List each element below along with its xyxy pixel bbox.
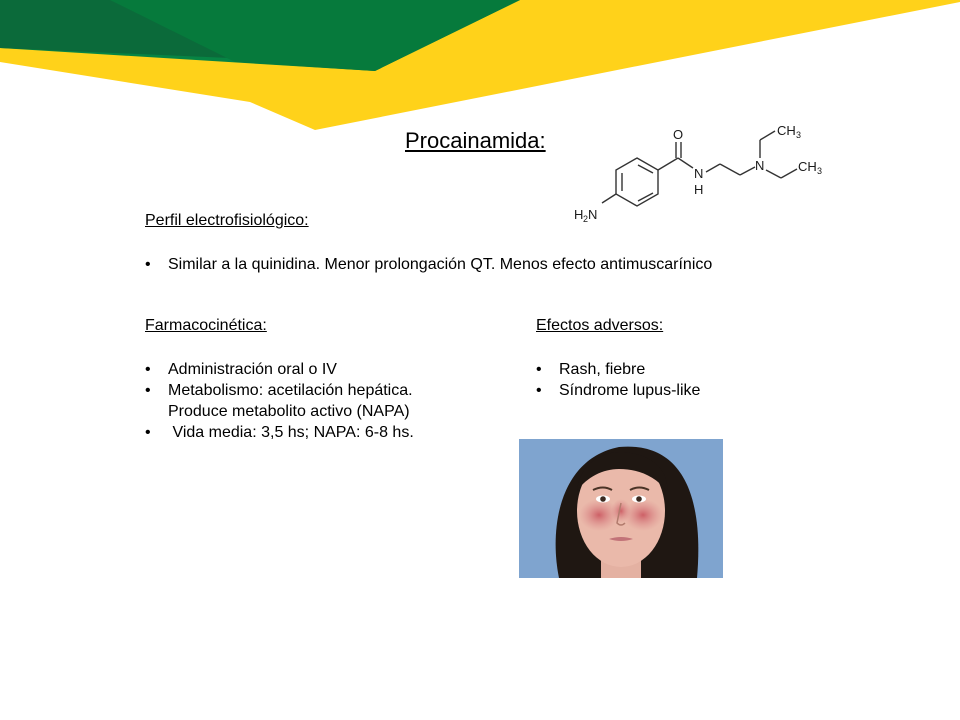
- tertiary-n-label: N: [755, 158, 765, 173]
- electro-heading: Perfil electrofisiológico:: [145, 212, 309, 229]
- list-item: [536, 380, 700, 401]
- amine-h-label: H: [574, 207, 584, 222]
- amine-h-subscript: 2: [583, 214, 589, 224]
- bullet-icon: •: [536, 382, 542, 399]
- electro-list: [145, 254, 712, 275]
- list-item-text: Administración oral o IV: [168, 361, 337, 378]
- list-item: [145, 359, 414, 380]
- face-rash-illustration: [519, 439, 723, 578]
- ch3-top-label: CH: [777, 123, 796, 138]
- bullet-icon: •: [145, 256, 151, 273]
- list-item-text: Rash, fiebre: [559, 361, 646, 378]
- list-item: [145, 422, 414, 443]
- list-item-text: Vida media: 3,5 hs; NAPA: 6-8 hs.: [168, 424, 414, 441]
- adverse-heading: Efectos adversos:: [536, 317, 664, 334]
- ch3-right-subscript: 3: [817, 166, 823, 176]
- list-item-text: Metabolismo: acetilación hepática.: [168, 382, 413, 399]
- face-rash-photo: [519, 439, 723, 578]
- ch3-top-subscript: 3: [796, 130, 802, 140]
- ch3-right-label: CH: [798, 159, 817, 174]
- list-item: [145, 254, 712, 275]
- list-item: [145, 380, 414, 422]
- procainamide-structure: [560, 118, 840, 228]
- list-item-text: Síndrome lupus-like: [559, 382, 701, 399]
- carbonyl-o-label: O: [673, 127, 684, 142]
- adverse-list: [536, 359, 700, 401]
- amide-n-label: N: [694, 166, 704, 181]
- list-item-continuation: Produce metabolito activo (NAPA): [168, 403, 410, 420]
- bullet-icon: •: [536, 361, 542, 378]
- amine-n-label: N: [588, 207, 598, 222]
- bullet-icon: •: [145, 424, 151, 441]
- pharmaco-list: [145, 359, 414, 443]
- slide-title: Procainamida:: [405, 128, 546, 153]
- list-item: [536, 359, 700, 380]
- pharmaco-heading: Farmacocinética:: [145, 317, 267, 334]
- amide-h-label: H: [694, 182, 704, 197]
- bullet-icon: •: [145, 361, 151, 378]
- bullet-icon: •: [145, 382, 151, 399]
- list-item-text: Similar a la quinidina. Menor prolongación QT. Menos efecto antimuscarínico: [168, 256, 713, 273]
